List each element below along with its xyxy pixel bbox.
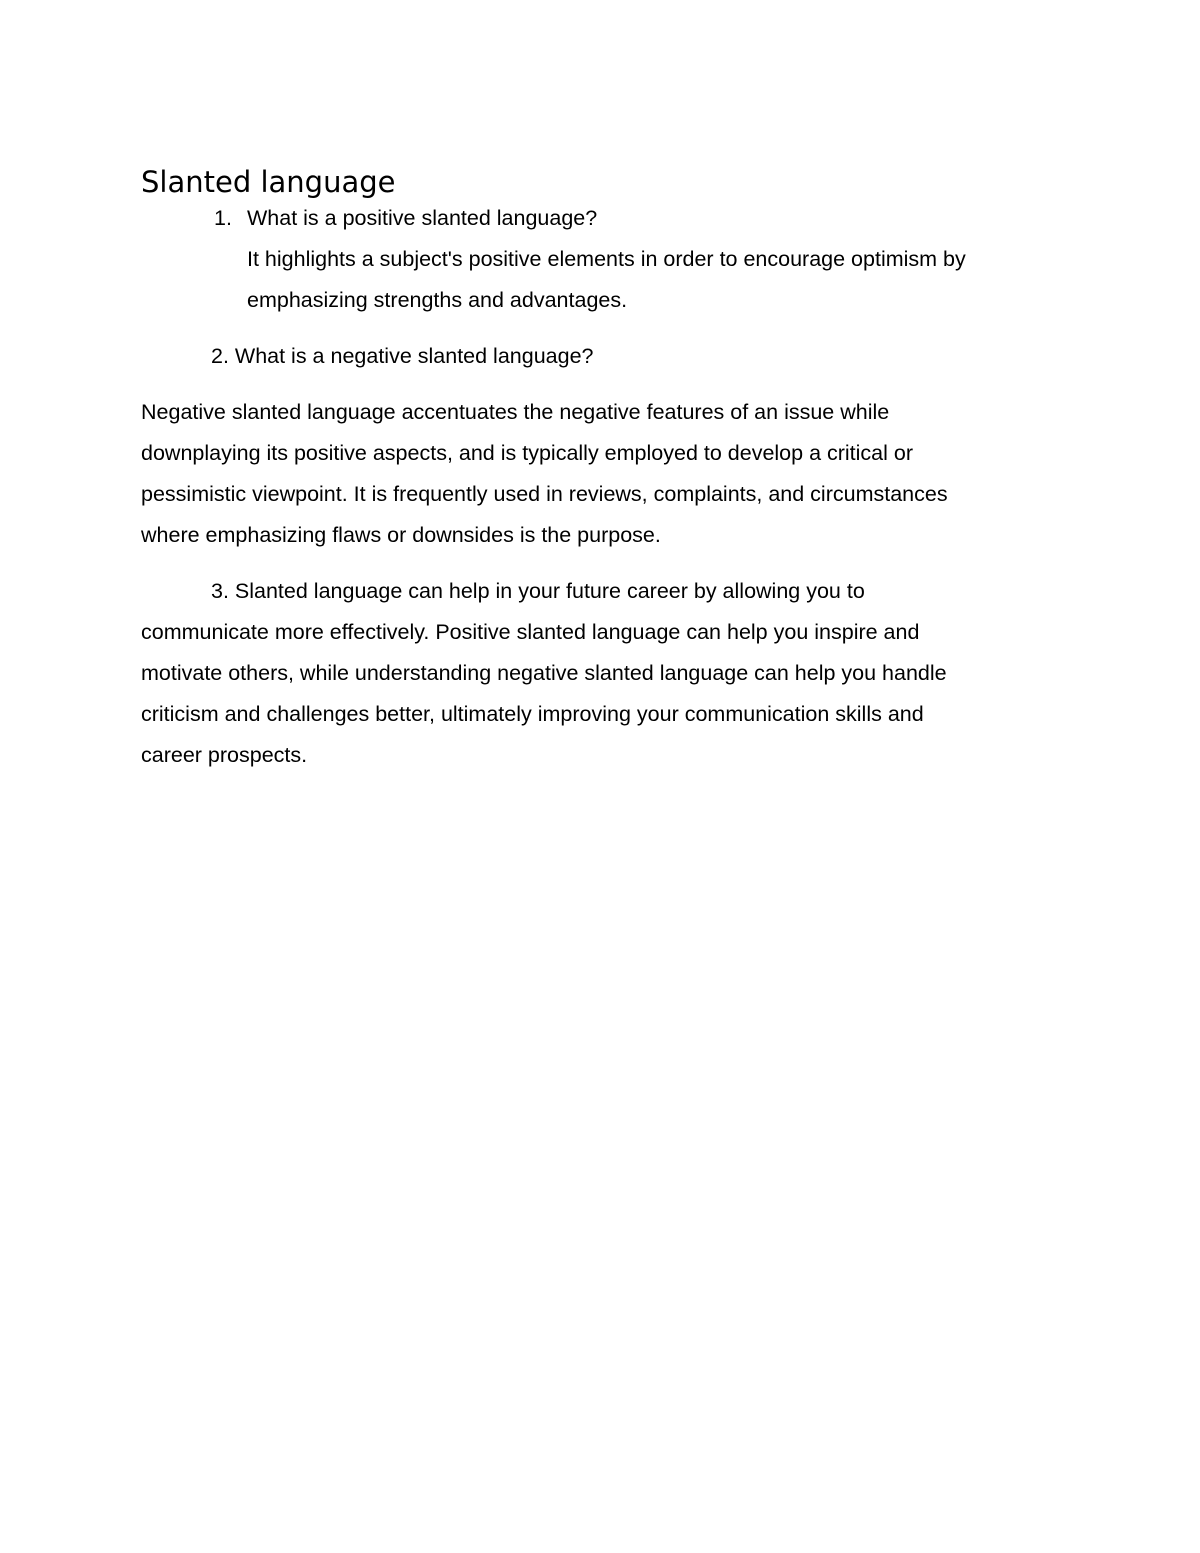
question-1-number: 1. (214, 206, 232, 230)
answer-2-line: Negative slanted language accentuates the negative features of an issue while (141, 400, 890, 424)
answer-2-line: where emphasizing flaws or downsides is the purpose. (141, 523, 661, 547)
answer-1-line: emphasizing strengths and advantages. (247, 288, 628, 312)
answer-2-line: downplaying its positive aspects, and is typically employed to develop a critical or (141, 441, 914, 465)
answer-2-line: pessimistic viewpoint. It is frequently used in reviews, complaints, and circumstances (141, 482, 948, 506)
answer-3-paragraph (141, 571, 947, 776)
answer-3-line: communicate more effectively. Positive slanted language can help you inspire and (141, 620, 920, 644)
answer-3-line: career prospects. (141, 743, 308, 767)
answer-3-line: 3. Slanted language can help in your future career by allowing you to (211, 579, 865, 603)
answer-3-line: motivate others, while understanding negative slanted language can help you handle (141, 661, 947, 685)
question-2-text: 2. What is a negative slanted language? (211, 344, 594, 368)
answer-2-paragraph (141, 392, 948, 556)
question-1-text: What is a positive slanted language? (247, 206, 598, 230)
answer-1-line: It highlights a subject's positive elements in order to encourage optimism by (247, 247, 966, 271)
answer-3-line: criticism and challenges better, ultimately improving your communication skills and (141, 702, 924, 726)
document-title: Slanted language (141, 165, 396, 199)
